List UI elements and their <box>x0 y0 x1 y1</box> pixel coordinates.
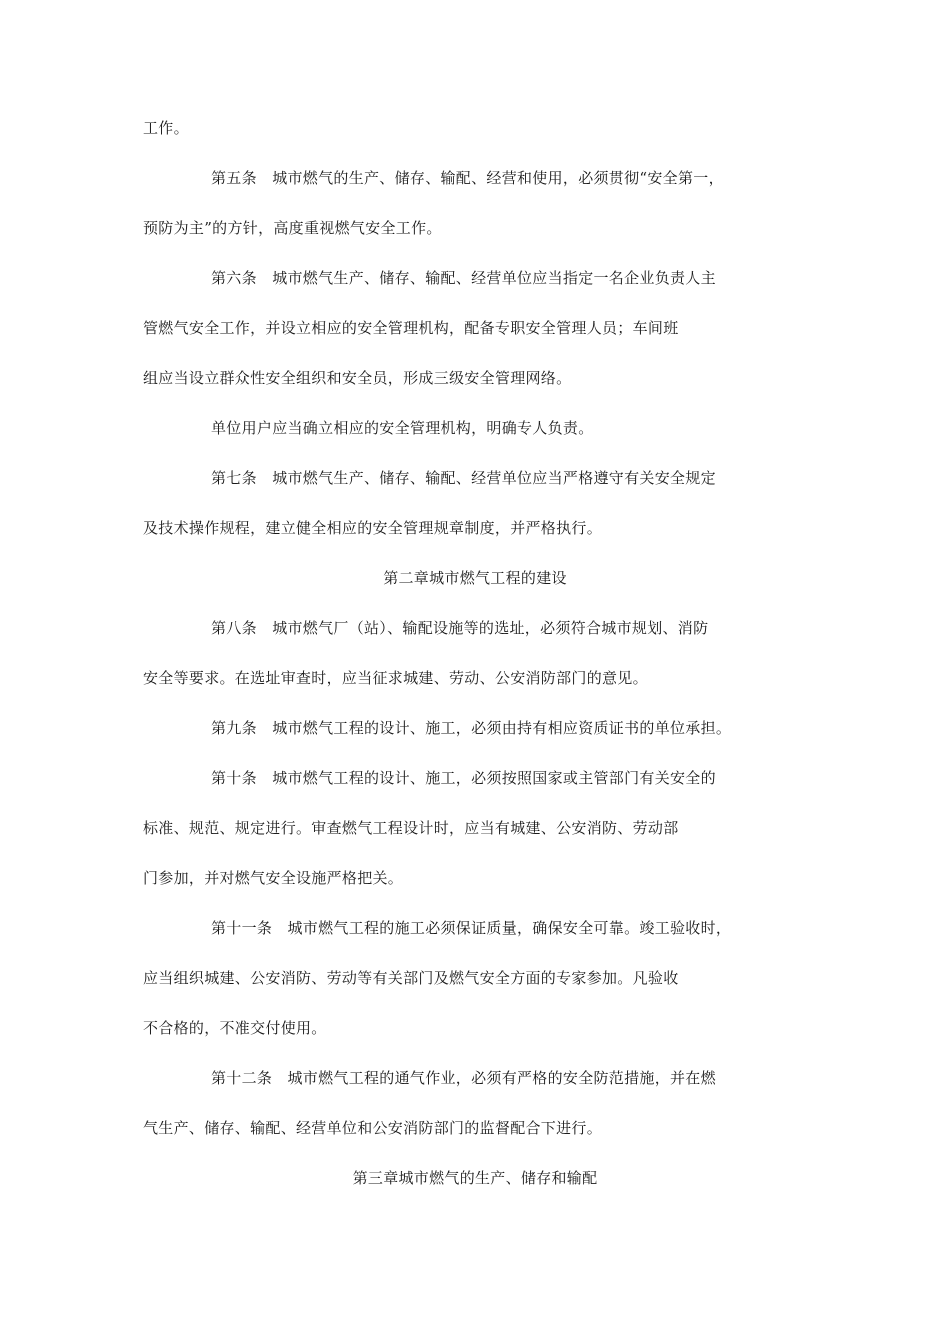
paragraph-line: 标准、规范、规定进行。审查燃气工程设计时，应当有城建、公安消防、劳动部 <box>143 819 679 837</box>
article-5-line: 第五条 城市燃气的生产、储存、输配、经营和使用，必须贯彻“安全第一， <box>211 169 724 187</box>
article-6-line: 第六条 城市燃气生产、储存、输配、经营单位应当指定一名企业负责人主 <box>211 269 716 287</box>
article-7-line: 第七条 城市燃气生产、储存、输配、经营单位应当严格遵守有关安全规定 <box>211 469 716 487</box>
article-12-line: 第十二条 城市燃气工程的通气作业，必须有严格的安全防范措施，并在燃 <box>211 1069 716 1087</box>
article-11-line: 第十一条 城市燃气工程的施工必须保证质量，确保安全可靠。竣工验收时， <box>211 919 732 937</box>
paragraph-line: 管燃气安全工作，并设立相应的安全管理机构，配备专职安全管理人员；车间班 <box>143 319 679 337</box>
chapter-2-heading: 第二章城市燃气工程的建设 <box>383 569 567 587</box>
paragraph-line: 门参加，并对燃气安全设施严格把关。 <box>143 869 404 887</box>
article-9-line: 第九条 城市燃气工程的设计、施工，必须由持有相应资质证书的单位承担。 <box>211 719 732 737</box>
paragraph-line: 单位用户应当确立相应的安全管理机构，明确专人负责。 <box>211 419 594 437</box>
paragraph-line: 预防为主”的方针，高度重视燃气安全工作。 <box>143 219 442 237</box>
paragraph-line: 安全等要求。在选址审查时，应当征求城建、劳动、公安消防部门的意见。 <box>143 669 648 687</box>
article-10-line: 第十条 城市燃气工程的设计、施工，必须按照国家或主管部门有关安全的 <box>211 769 716 787</box>
paragraph-line: 气生产、储存、输配、经营单位和公安消防部门的监督配合下进行。 <box>143 1119 603 1137</box>
paragraph-line: 组应当设立群众性安全组织和安全员，形成三级安全管理网络。 <box>143 369 572 387</box>
chapter-3-heading: 第三章城市燃气的生产、储存和输配 <box>352 1169 598 1187</box>
paragraph-line: 及技术操作规程，建立健全相应的安全管理规章制度，并严格执行。 <box>143 519 603 537</box>
paragraph-line: 应当组织城建、公安消防、劳动等有关部门及燃气安全方面的专家参加。凡验收 <box>143 969 679 987</box>
paragraph-line: 不合格的，不准交付使用。 <box>143 1019 327 1037</box>
article-8-line: 第八条 城市燃气厂（站）、输配设施等的选址，必须符合城市规划、消防 <box>211 619 709 637</box>
paragraph-line: 工作。 <box>143 119 189 137</box>
